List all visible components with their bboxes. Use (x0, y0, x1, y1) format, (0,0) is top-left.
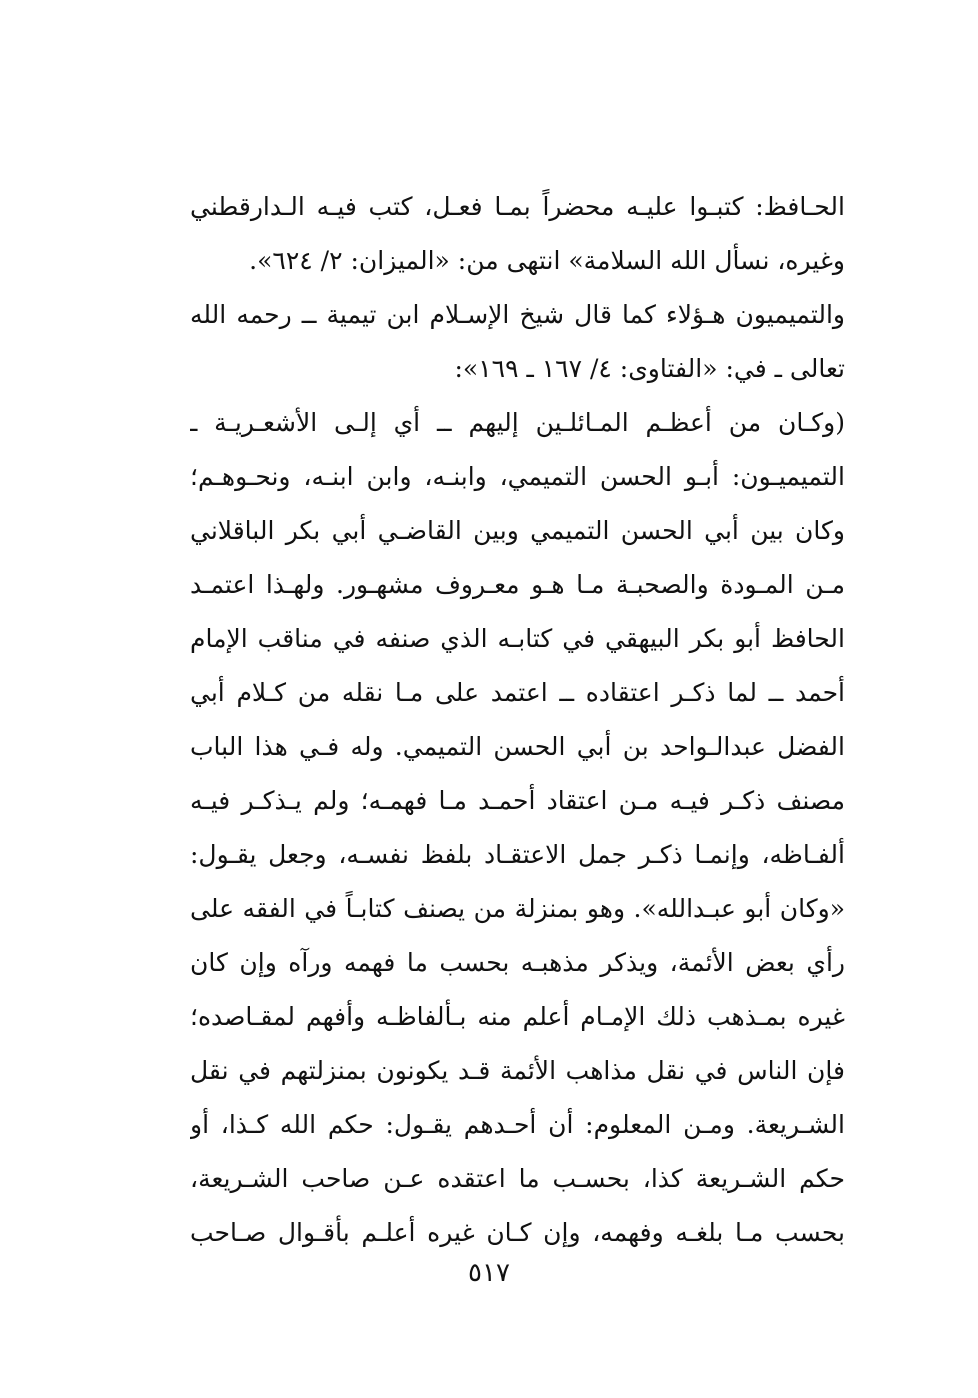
page-number: ٥١٧ (468, 1258, 510, 1288)
text-line: الحافظ أبو بكر البيهقي في كتابـه الذي صنفه في مناقب الإمام (190, 624, 845, 653)
text-line: «وكان أبو عبـدالله». وهو بمنزلة من يصنف كتابـاً في الفقه على (190, 894, 845, 923)
text-line: تعالى ـ في: «الفتاوى: ٤/ ١٦٧ ـ ١٦٩»: (454, 354, 845, 383)
text-line: وكان بين أبي الحسن التميمي وبين القاضـي أبي بكر الباقلاني (190, 516, 845, 545)
text-line: مصنف ذكـر فيـه مـن اعتقاد أحمـد مـا فهمـه؛ ولم يـذكـر فيـه (190, 786, 845, 815)
text-line: أحمد ــ لما ذكـر اعتقاده ــ اعتمد على مـا نقله من كـلام أبي (190, 678, 845, 707)
text-line: الشـريعة. ومـن المعلوم: أن أحـدهم يقـول: حكم الله كـذا، أو (190, 1110, 845, 1139)
text-line: الفضل عبدالـواحد بن أبي الحسن التميمي. وله فـي هذا الباب (190, 732, 845, 761)
text-line: فإن الناس في نقل مذاهب الأئمة قـد يكونون بمنزلتهم في نقل (190, 1056, 845, 1085)
text-line: غيره بمـذهب ذلك الإمـام أعلم منه بـألفاظـه وأفهم لمقـاصده؛ (190, 1002, 845, 1031)
text-line: رأي بعض الأئمة، ويذكر مذهبـه بحسب ما فهمه ورآه وإن كان (190, 948, 845, 977)
body-text (190, 180, 845, 1260)
text-line: والتميميون هـؤلاء كما قال شيخ الإسـلام ابن تيمية ــ رحمه الله (190, 300, 845, 329)
text-line: حكم الشـريعة كذا، بحسـب ما اعتقده عـن صاحب الشـريعة، (190, 1164, 845, 1193)
text-line: ألفـاظه، وإنمـا ذكـر جمل الاعتقـاد بلفظ نفسـه، وجعل يقـول: (190, 840, 845, 869)
text-line: الحـافظ: كتبـوا عليـه محضراً بمـا فعـل، كتب فيـه الـدارقطني (190, 192, 845, 221)
text-line: مـن المـودة والصحبـة مـا هـو معـروف مشهـور. ولهـذا اعتمـد (190, 570, 845, 599)
text-line: (وكـان من أعظـم المـائلـين إليهم ــ أي إلـى الأشعـريـة ـ (190, 408, 845, 437)
text-line: التميميـون: أبـو الحسن التميمي، وابنـه، وابن ابنـه، ونحـوهـم؛ (190, 462, 845, 491)
text-line: بحسب مـا بلغـه وفهمه، وإن كـان غيره أعلـم بأقـوال صـاحب (190, 1218, 845, 1247)
text-line: وغيره، نسأل الله السلامة» انتهى من: «الميزان: ٢/ ٦٢٤». (249, 246, 845, 275)
